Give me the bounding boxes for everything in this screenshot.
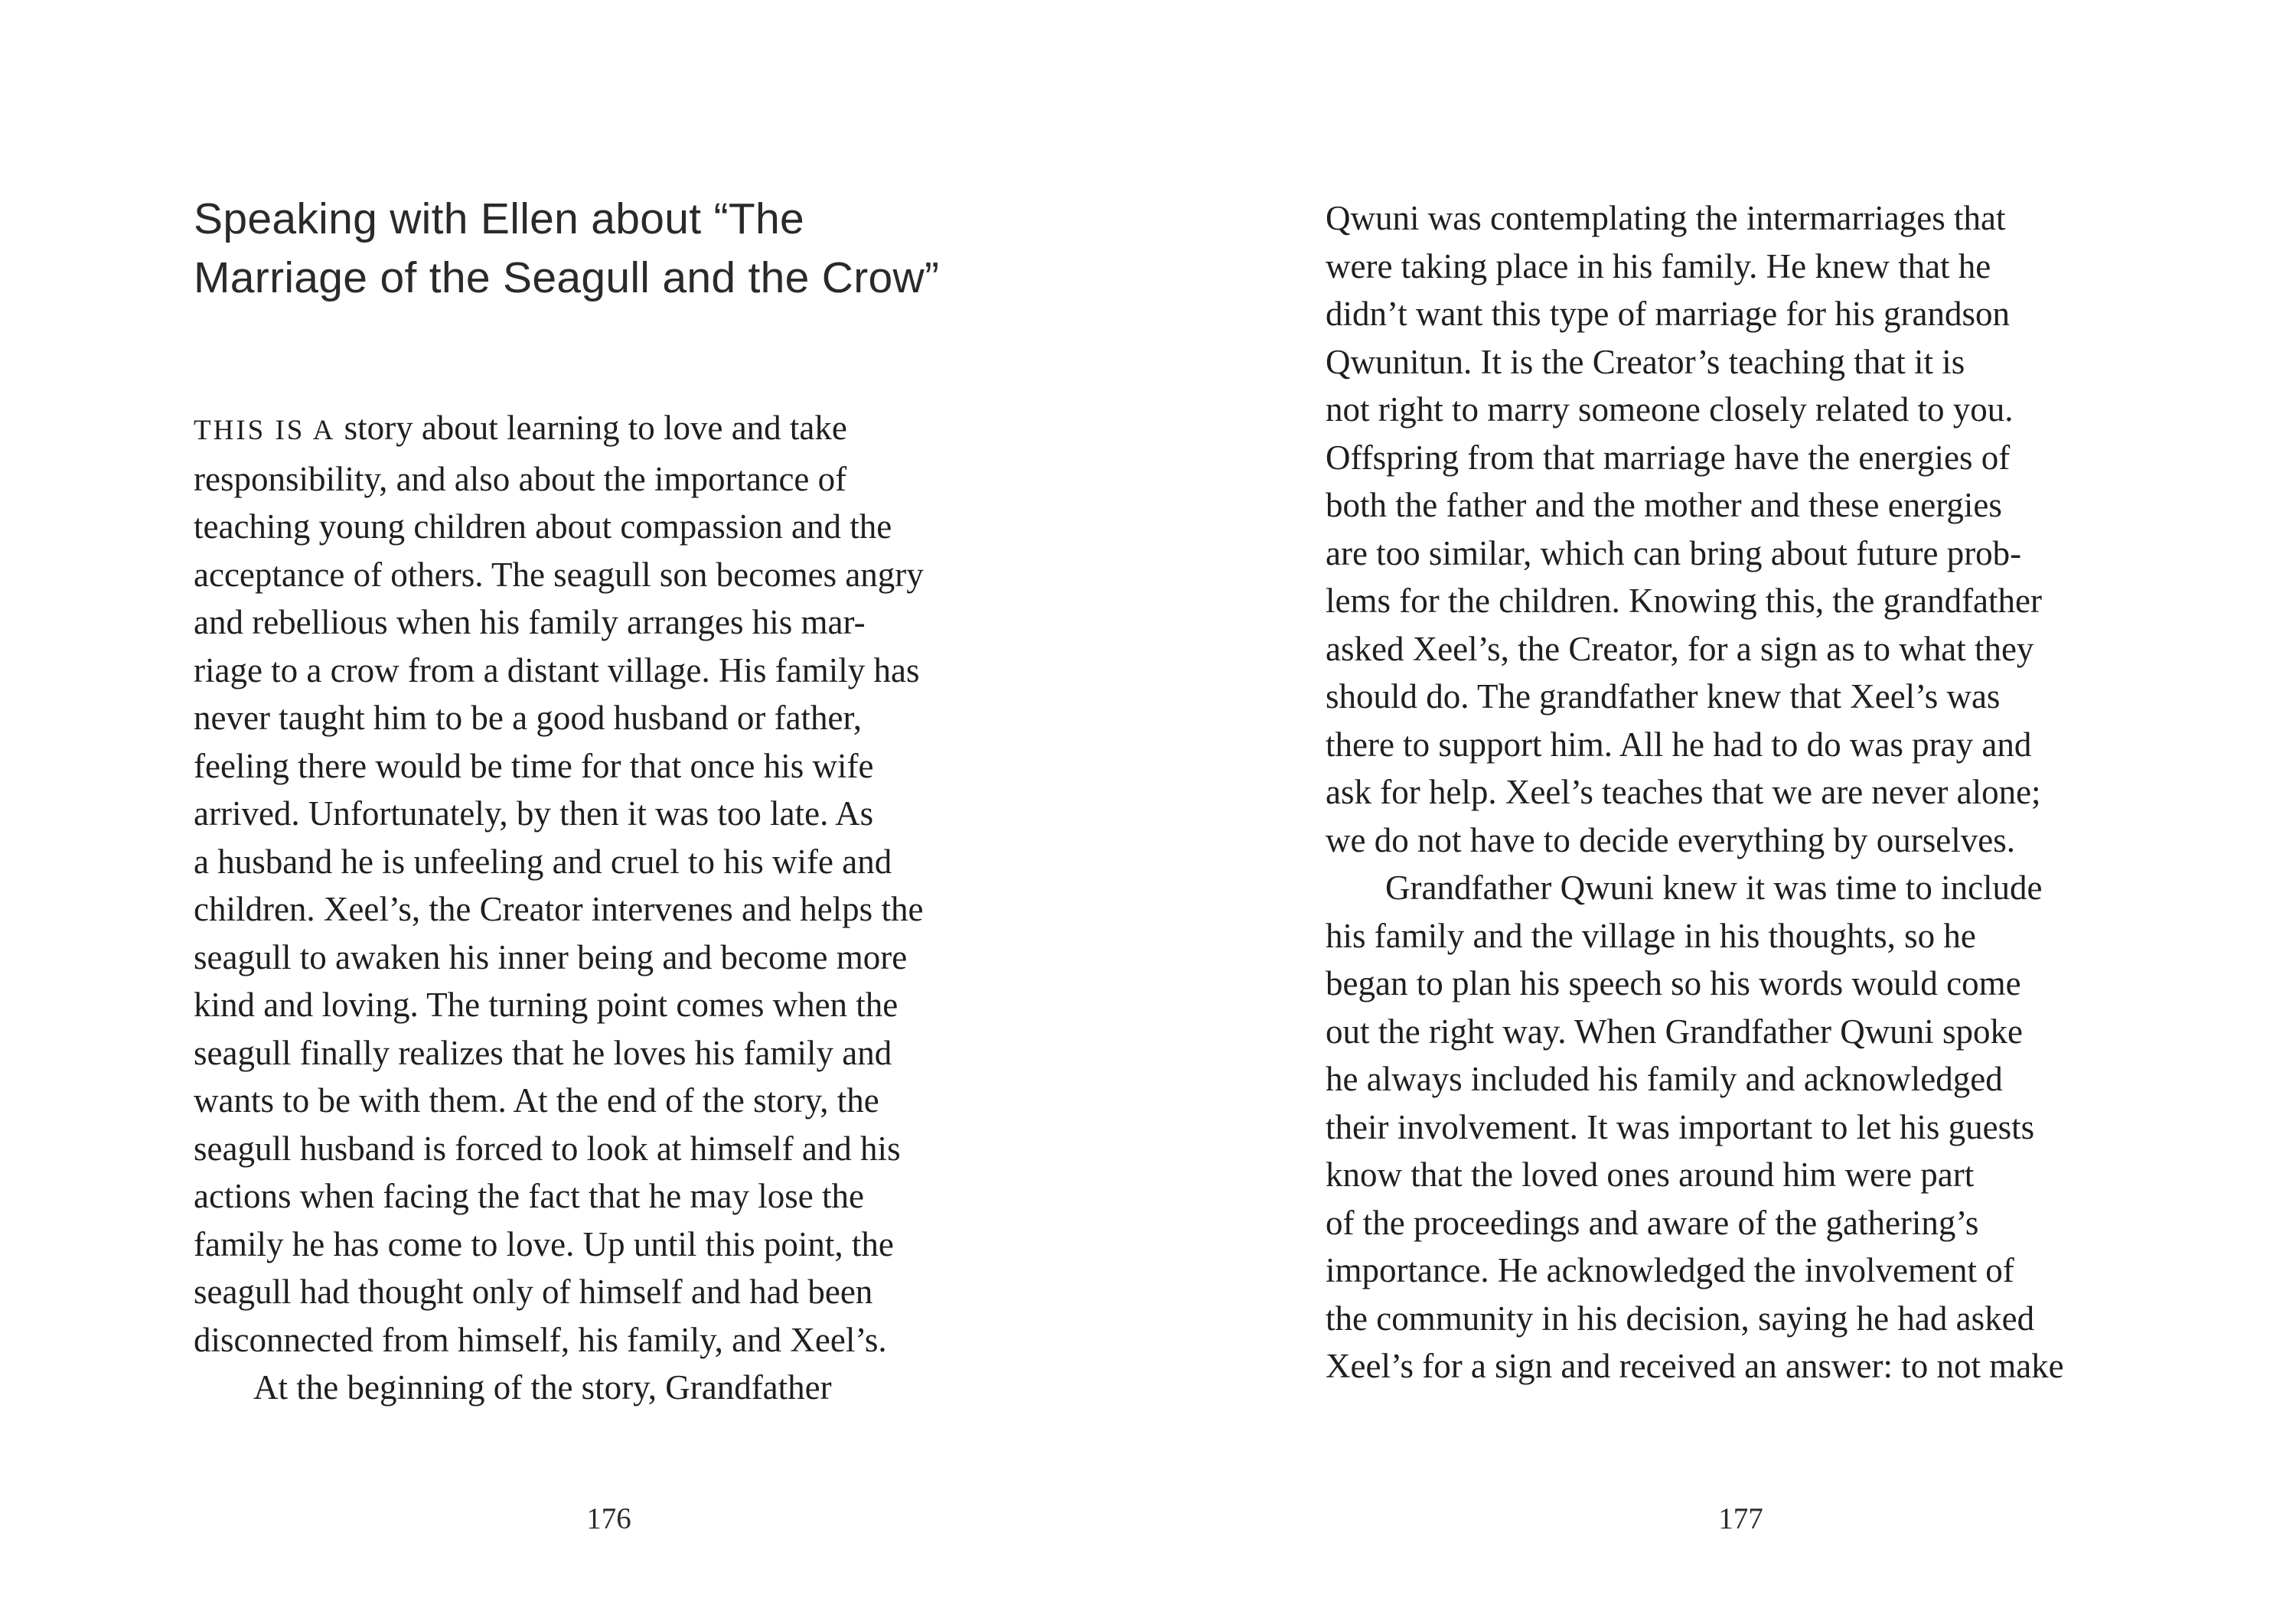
body-text-line: seagull had thought only of himself and had been <box>194 1273 873 1311</box>
body-text-line: riage to a crow from a distant village. His family has <box>194 650 920 689</box>
body-text-line: his family and the village in his thoughts, so he <box>1326 916 1976 955</box>
body-text-line: of the proceedings and aware of the gathering’s <box>1326 1203 1979 1242</box>
body-text-line: we do not have to decide everything by ourselves. <box>1326 820 2015 859</box>
body-text-line: THIS IS A story about learning to love and take <box>194 409 847 447</box>
body-text-line: didn’t want this type of marriage for his grandson <box>1326 295 2010 333</box>
body-text-line: responsibility, and also about the importance of <box>194 459 847 498</box>
body-text-line: both the father and the mother and these energies <box>1326 486 2002 524</box>
body-text-line: a husband he is unfeeling and cruel to his wife and <box>194 842 892 881</box>
body-text-line: Qwunitun. It is the Creator’s teaching that it is <box>1326 342 1965 381</box>
body-text-line: are too similar, which can bring about future prob- <box>1326 533 2022 572</box>
body-text-line: lems for the children. Knowing this, the grandfather <box>1326 582 2042 620</box>
small-caps-lead: THIS IS A <box>194 415 336 446</box>
chapter-title-line-2: Marriage of the Seagull and the Crow” <box>194 253 940 302</box>
body-text-line: there to support him. All he had to do was pray and <box>1326 725 2032 764</box>
body-text-line: kind and loving. The turning point comes when the <box>194 986 899 1024</box>
chapter-title <box>194 190 939 308</box>
body-text-line: At the beginning of the story, Grandfather <box>253 1368 832 1407</box>
body-text-line: children. Xeel’s, the Creator intervenes and helps the <box>194 890 924 928</box>
body-text-line: know that the loved ones around him were part <box>1326 1156 1975 1194</box>
body-text-line: Qwuni was contemplating the intermarriages that <box>1326 199 2006 237</box>
page-number-right: 177 <box>1718 1502 1763 1535</box>
body-text-line: seagull husband is forced to look at himself and his <box>194 1129 901 1168</box>
body-text-line: should do. The grandfather knew that Xeel’s was <box>1326 677 2001 715</box>
body-text-line: the community in his decision, saying he had asked <box>1326 1299 2035 1338</box>
body-text-line: Xeel’s for a sign and received an answer: to not make <box>1326 1347 2064 1385</box>
body-text-line: seagull finally realizes that he loves his family and <box>194 1033 892 1072</box>
body-text-line: were taking place in his family. He knew that he <box>1326 246 1991 285</box>
body-text-line: family he has come to love. Up until this point, the <box>194 1224 894 1263</box>
body-text-line: teaching young children about compassion and the <box>194 507 892 546</box>
body-text-line: ask for help. Xeel’s teaches that we are never alone; <box>1326 773 2041 811</box>
page-right <box>1326 0 2156 1607</box>
body-text-line: out the right way. When Grandfather Qwuni spoke <box>1326 1012 2024 1051</box>
body-text-line: and rebellious when his family arranges his mar- <box>194 603 866 641</box>
chapter-title-line-1: Speaking with Ellen about “The <box>194 194 804 243</box>
body-text-line: feeling there would be time for that once his wife <box>194 746 874 785</box>
body-text-line: asked Xeel’s, the Creator, for a sign as to what they <box>1326 629 2034 668</box>
body-text-line: arrived. Unfortunately, by then it was too late. As <box>194 794 874 833</box>
body-text-line: wants to be with them. At the end of the story, the <box>194 1081 879 1120</box>
body-text-line: not right to marry someone closely related to you. <box>1326 390 2014 429</box>
page-left-body-text <box>194 404 1024 1412</box>
body-text-line: acceptance of others. The seagull son becomes angry <box>194 555 924 594</box>
body-text-line: seagull to awaken his inner being and become more <box>194 937 908 976</box>
body-text-line: disconnected from himself, his family, and Xeel’s. <box>194 1320 887 1359</box>
body-text-line: began to plan his speech so his words would come <box>1326 964 2021 1002</box>
body-text-line: never taught him to be a good husband or father, <box>194 699 862 737</box>
page-right-body-text <box>1326 194 2156 1390</box>
body-text-line: Grandfather Qwuni knew it was time to include <box>1385 869 2043 907</box>
body-text-line: their involvement. It was important to let his guests <box>1326 1107 2035 1146</box>
body-text-line: he always included his family and acknowledged <box>1326 1060 2003 1098</box>
body-text-line: actions when facing the fact that he may lose the <box>194 1177 864 1215</box>
page-number-left: 176 <box>586 1502 631 1535</box>
page-left <box>194 0 1024 1607</box>
body-text-line: Offspring from that marriage have the energies of <box>1326 438 2011 477</box>
body-text-line: importance. He acknowledged the involvement of <box>1326 1251 2014 1289</box>
